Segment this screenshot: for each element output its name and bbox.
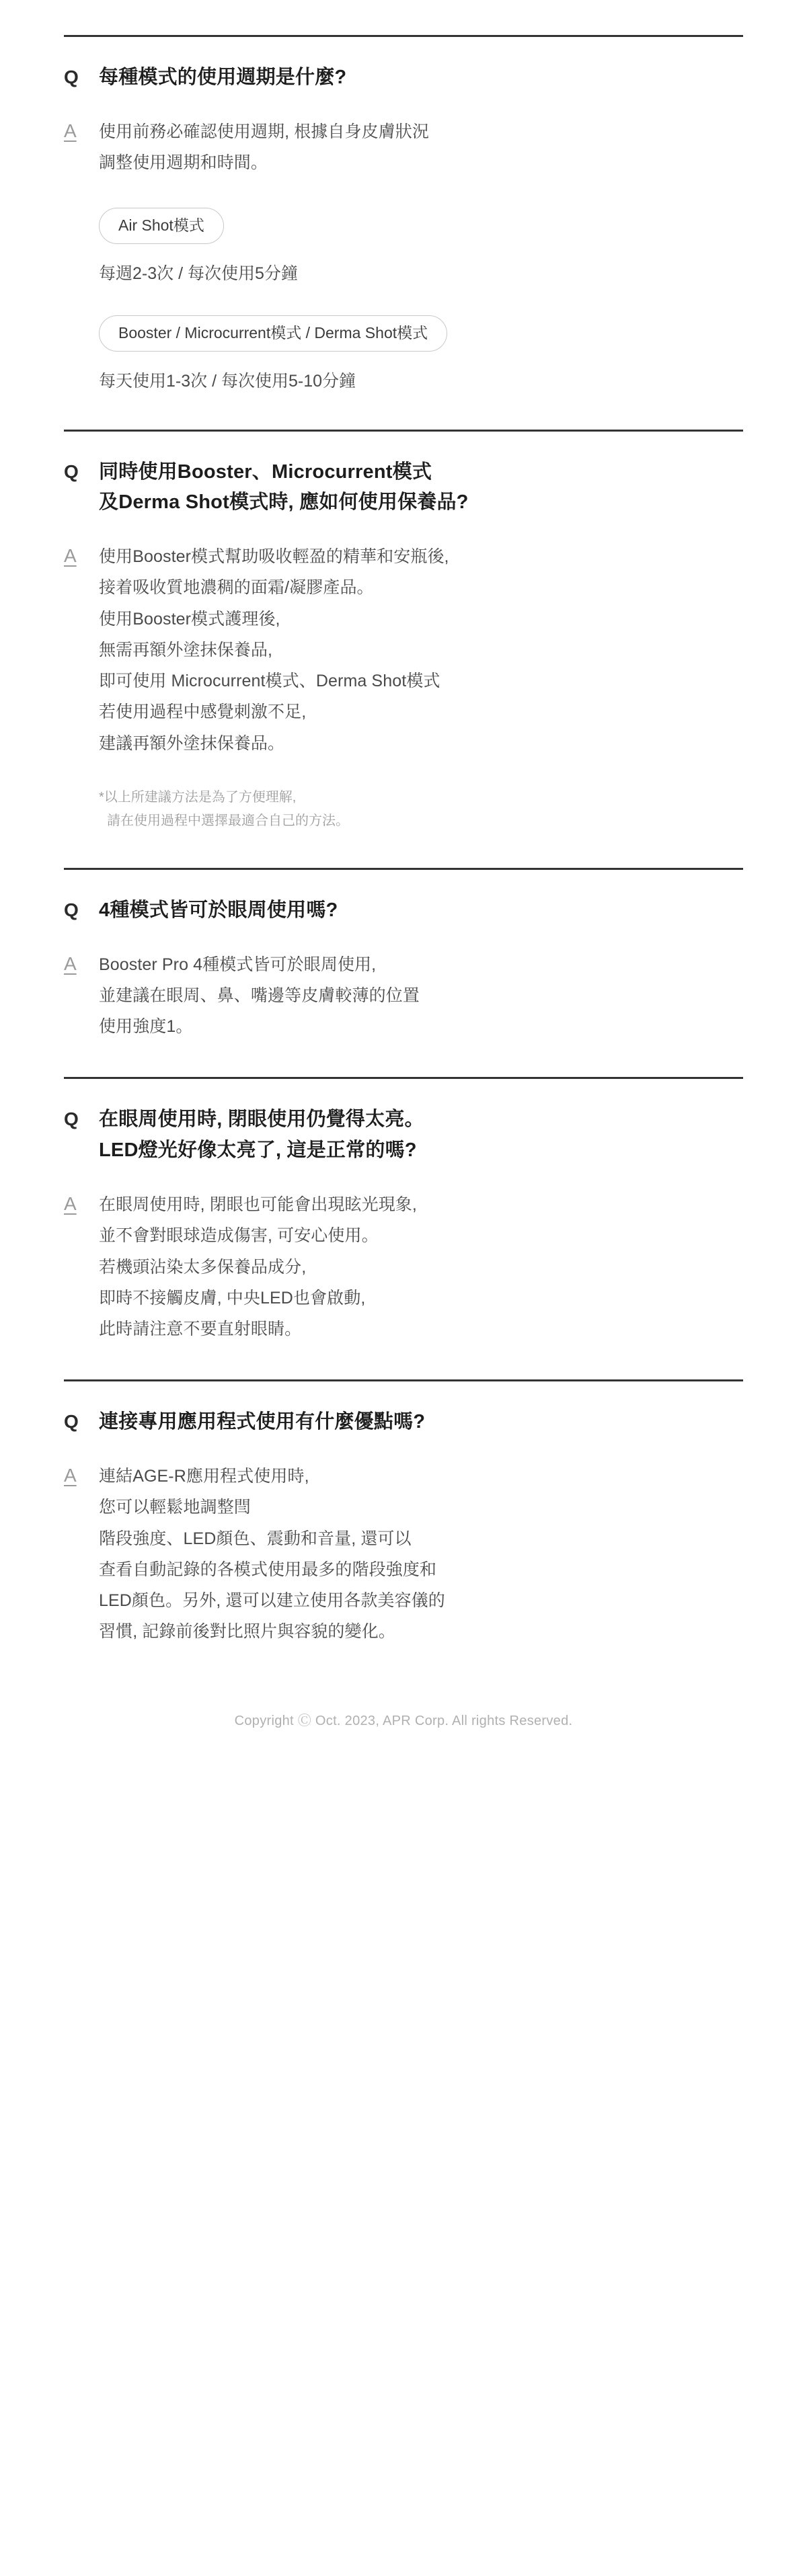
answer-line: 查看自動記錄的各模式使用最多的階段強度和: [99, 1560, 437, 1579]
question-marker: Q: [64, 1109, 79, 1130]
faq-item: [64, 868, 743, 1078]
question-line: 4種模式皆可於眼周使用嗎?: [99, 899, 338, 921]
answer-text: [99, 116, 429, 179]
question-marker: Q: [64, 460, 79, 482]
answer-line: 調整使用週期和時間。: [99, 153, 268, 173]
answer-line: 使用強度1。: [99, 1017, 193, 1037]
answer-line: 使用Booster模式幫助吸收輕盈的精華和安瓶後,: [99, 547, 449, 567]
answer-marker: A: [64, 120, 77, 141]
mode-group: [64, 208, 743, 287]
question-line: LED燈光好像太亮了, 這是正常的嗎?: [99, 1139, 417, 1162]
question-text: [99, 895, 338, 926]
footer: [64, 1683, 743, 1769]
answer-line: 此時請注意不要直射眼睛。: [99, 1320, 302, 1339]
answer-text: [99, 541, 449, 759]
answer-line: 您可以輕鬆地調整閆: [99, 1498, 251, 1517]
mode-pill: Air Shot模式: [99, 208, 224, 244]
answer-line: LED顏色。另外, 還可以建立使用各款美容儀的: [99, 1591, 445, 1611]
answer-line: 無需再額外塗抹保養品,: [99, 640, 273, 659]
answer-row: [64, 116, 743, 179]
answer-line: 若使用過程中感覺刺激不足,: [99, 702, 307, 722]
question-line: 及Derma Shot模式時, 應如何使用保養品?: [99, 491, 469, 514]
question-row: [64, 895, 743, 926]
question-row: [64, 457, 743, 519]
faq-item: [64, 430, 743, 868]
answer-row: [64, 1189, 743, 1344]
answer-marker: A: [64, 1465, 77, 1486]
question-text: [99, 63, 346, 93]
question-marker: Q: [64, 67, 79, 87]
answer-line: 習慣, 記錄前後對比照片與容貌的變化。: [99, 1622, 395, 1642]
question-row: [64, 1104, 743, 1166]
answer-row: [64, 1461, 743, 1648]
faq-item: [64, 1077, 743, 1379]
answer-line: 使用前務必確認使用週期, 根據自身皮膚狀況: [99, 122, 429, 141]
footnote-line: *以上所建議方法是為了方便理解,: [99, 789, 297, 805]
answer-text: [99, 1189, 417, 1344]
question-row: [64, 1407, 743, 1438]
mode-group: [64, 315, 743, 395]
mode-caption: 每週2-3次 / 每次使用5分鐘: [99, 264, 298, 283]
answer-text: [99, 1461, 445, 1648]
answer-line: 即時不接觸皮膚, 中央LED也會啟動,: [99, 1288, 366, 1307]
copyright-text: Copyright Ⓒ Oct. 2023, APR Corp. All rights Reserved.: [234, 1713, 573, 1728]
question-marker: Q: [64, 899, 79, 920]
answer-line: 使用Booster模式護理後,: [99, 609, 280, 629]
mode-caption: 每天使用1-3次 / 每次使用5-10分鐘: [99, 371, 356, 391]
question-line: 每種模式的使用週期是什麼?: [99, 67, 347, 88]
answer-line: 即可使用 Microcurrent模式、Derma Shot模式: [99, 672, 440, 691]
answer-marker: A: [64, 545, 77, 567]
answer-line: Booster Pro 4種模式皆可於眼周使用,: [99, 955, 377, 974]
footnote: [99, 786, 743, 833]
mode-pill: Booster / Microcurrent模式 / Derma Shot模式: [99, 315, 447, 352]
answer-line: 若機頭沾染太多保養品成分,: [99, 1257, 307, 1277]
answer-line: 並不會對眼球造成傷害, 可安心使用。: [99, 1226, 379, 1246]
answer-text: [99, 949, 420, 1043]
question-line: 連接專用應用程式使用有什麼優點嗎?: [99, 1411, 426, 1433]
faq-item: [64, 1379, 743, 1682]
question-line: 同時使用Booster、Microcurrent模式: [99, 460, 432, 483]
answer-line: 在眼周使用時, 閉眼也可能會出現眩光現象,: [99, 1195, 417, 1215]
question-text: [99, 1407, 425, 1438]
answer-row: [64, 949, 743, 1043]
answer-marker: A: [64, 1193, 77, 1215]
answer-marker: A: [64, 953, 77, 974]
answer-row: [64, 541, 743, 759]
answer-line: 階段強度、LED顏色、震動和音量, 還可以: [99, 1529, 412, 1548]
footnote-line: 請在使用過程中選擇最適合自己的方法。: [107, 813, 349, 828]
answer-line: 建議再額外塗抹保養品。: [99, 733, 285, 753]
question-row: [64, 63, 743, 93]
question-text: [99, 1104, 424, 1166]
faq-page: [0, 35, 807, 2576]
answer-line: 並建議在眼周、鼻、嘴邊等皮膚較薄的位置: [99, 985, 420, 1005]
answer-line: 連結AGE-R應用程式使用時,: [99, 1467, 309, 1486]
question-text: [99, 457, 469, 519]
question-line: 在眼周使用時, 閉眼使用仍覺得太亮。: [99, 1109, 424, 1131]
question-marker: Q: [64, 1411, 79, 1433]
faq-item: [64, 35, 743, 430]
answer-line: 接着吸收質地濃稠的面霜/凝膠產品。: [99, 578, 374, 598]
